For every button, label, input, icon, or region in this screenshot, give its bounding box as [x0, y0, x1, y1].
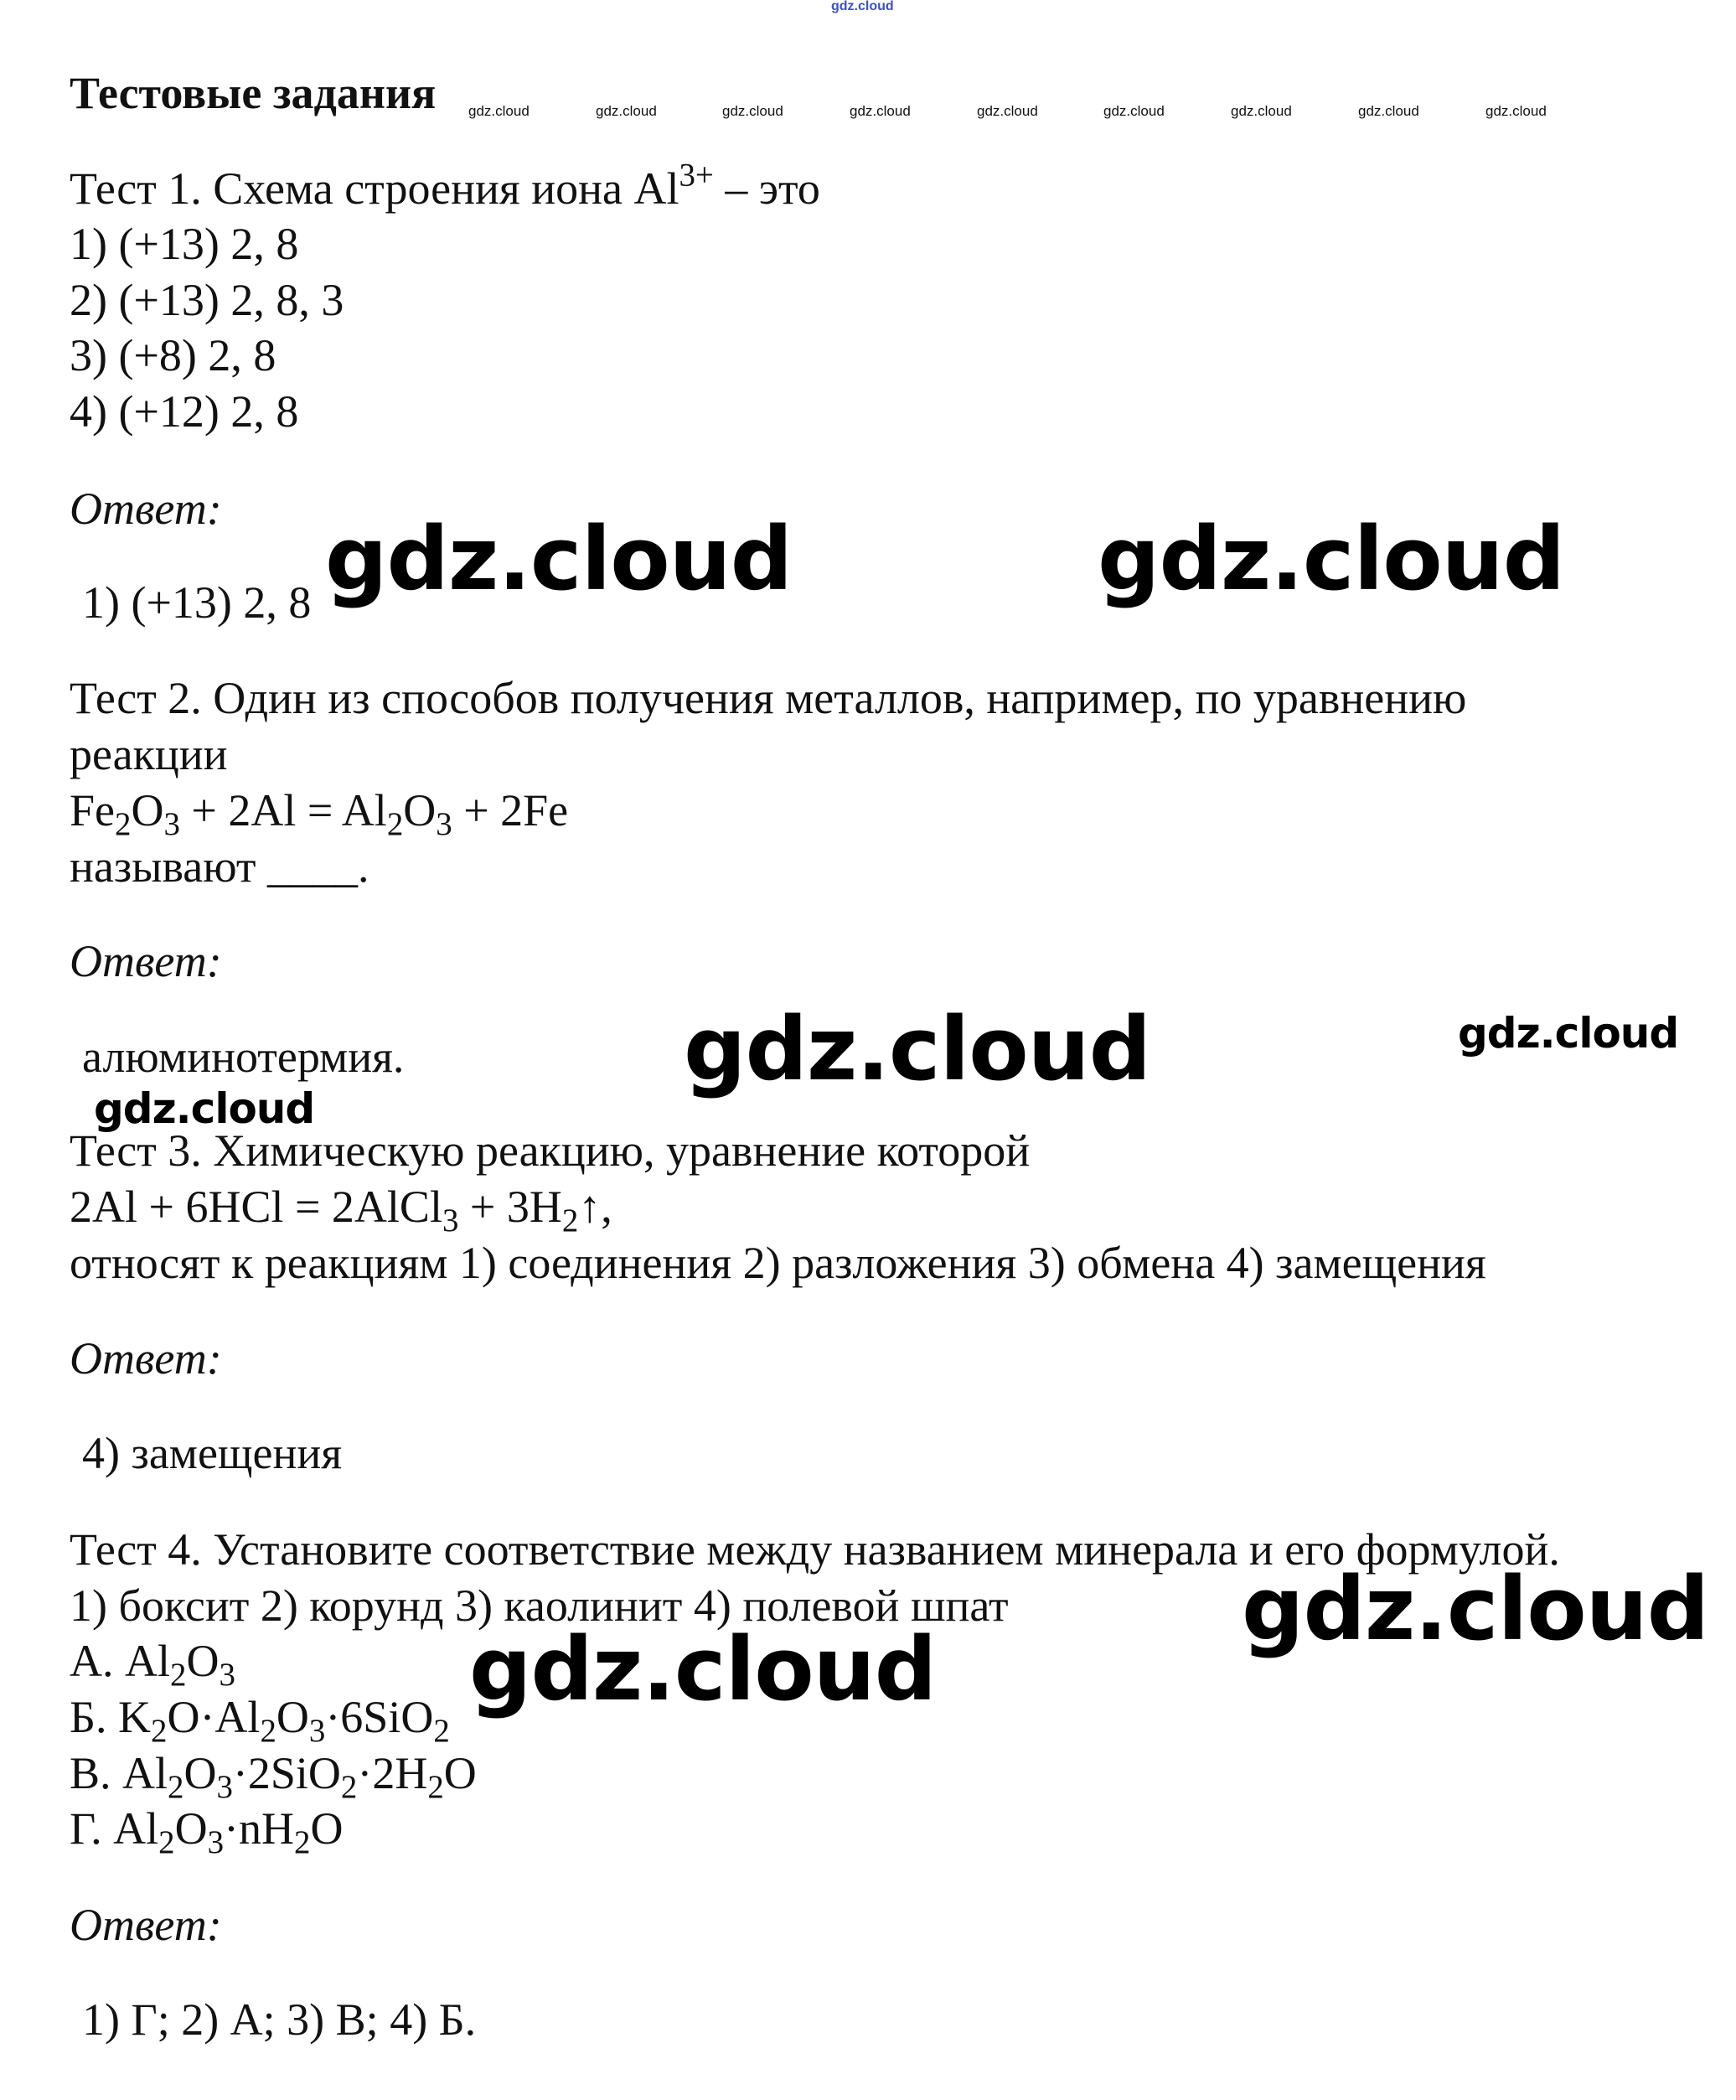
test4-question-line2: 1) боксит 2) корунд 3) каолинит 4) полевой шпат — [70, 1580, 1009, 1631]
test4-question-line1: Тест 4. Установите соответствие между названием минерала и его формулой. — [70, 1524, 1560, 1575]
watermark-small: gdz.cloud — [1103, 103, 1165, 119]
watermark-small: gdz.cloud — [596, 103, 657, 119]
watermark-large: gdz.cloud — [325, 508, 793, 610]
test1-option: 1) (+13) 2, 8 — [70, 219, 299, 269]
watermark-small: gdz.cloud — [1231, 103, 1292, 119]
watermark-top: gdz.cloud — [831, 0, 894, 13]
watermark-small: gdz.cloud — [977, 103, 1038, 119]
test3-answer: 4) замещения — [82, 1428, 343, 1478]
test4-formula-g: Г. $Al_2O_3\cdot nH_2O$ — [70, 1803, 344, 1860]
test2-question-line1: Тест 2. Один из способов получения металлов, например, по уравнению — [70, 673, 1467, 723]
watermark-medium: gdz.cloud — [94, 1084, 315, 1133]
watermark-small: gdz.cloud — [722, 103, 783, 119]
watermark-medium: gdz.cloud — [1458, 1009, 1679, 1058]
watermark-small: gdz.cloud — [850, 103, 911, 119]
test3-equation: 2Al + 6HCl = 2AlCl$_3$ + $3H_2↑$, — [70, 1182, 612, 1239]
watermark-small: gdz.cloud — [1358, 103, 1419, 119]
watermark-large: gdz.cloud — [684, 998, 1151, 1100]
watermark-small: gdz.cloud — [1485, 103, 1547, 119]
test4-answer: 1) Г; 2) А; 3) В; 4) Б. — [82, 1994, 477, 2045]
test4-formula-v: В. $Al_2O_3\cdot 2SiO_2\cdot 2H_2O$ — [70, 1748, 477, 1805]
test2-equation: $Fe_2O_3 + 2Al = Al_2O_3 + 2Fe$ — [70, 785, 569, 842]
test4-answer-label: Ответ: — [70, 1900, 222, 1950]
test1-option: 3) (+8) 2, 8 — [70, 330, 276, 380]
test2-answer: алюминотермия. — [82, 1032, 405, 1082]
watermark-large: gdz.cloud — [1242, 1558, 1709, 1660]
test3-question-line1: Тест 3. Химическую реакцию, уравнение которой — [70, 1125, 1031, 1176]
test4-formula-a: А. $Al_2O_3$ — [70, 1636, 235, 1693]
test3-question-line3: относят к реакциям 1) соединения 2) разложения 3) обмена 4) замещения — [70, 1238, 1486, 1288]
test1-option: 4) (+12) 2, 8 — [70, 386, 299, 437]
test2-answer-label: Ответ: — [70, 936, 222, 986]
watermark-small: gdz.cloud — [468, 103, 530, 119]
watermark-large: gdz.cloud — [469, 1618, 937, 1720]
test4-formula-b: Б. $K_2O\cdot Al_2O_3\cdot 6SiO_2$ — [70, 1692, 450, 1749]
test2-question-line2: реакции — [70, 729, 228, 779]
test1-answer-label: Ответ: — [70, 484, 222, 534]
test2-question-line4: называют ____. — [70, 841, 369, 892]
watermark-large: gdz.cloud — [1098, 508, 1565, 610]
page-title: Тестовые задания — [70, 68, 437, 118]
test3-answer-label: Ответ: — [70, 1333, 222, 1384]
test1-option: 2) (+13) 2, 8, 3 — [70, 275, 344, 325]
test1-question: Тест 1. Схема строения иона $Al^{3+}$ – это — [70, 157, 820, 214]
test1-answer: 1) (+13) 2, 8 — [82, 577, 312, 628]
